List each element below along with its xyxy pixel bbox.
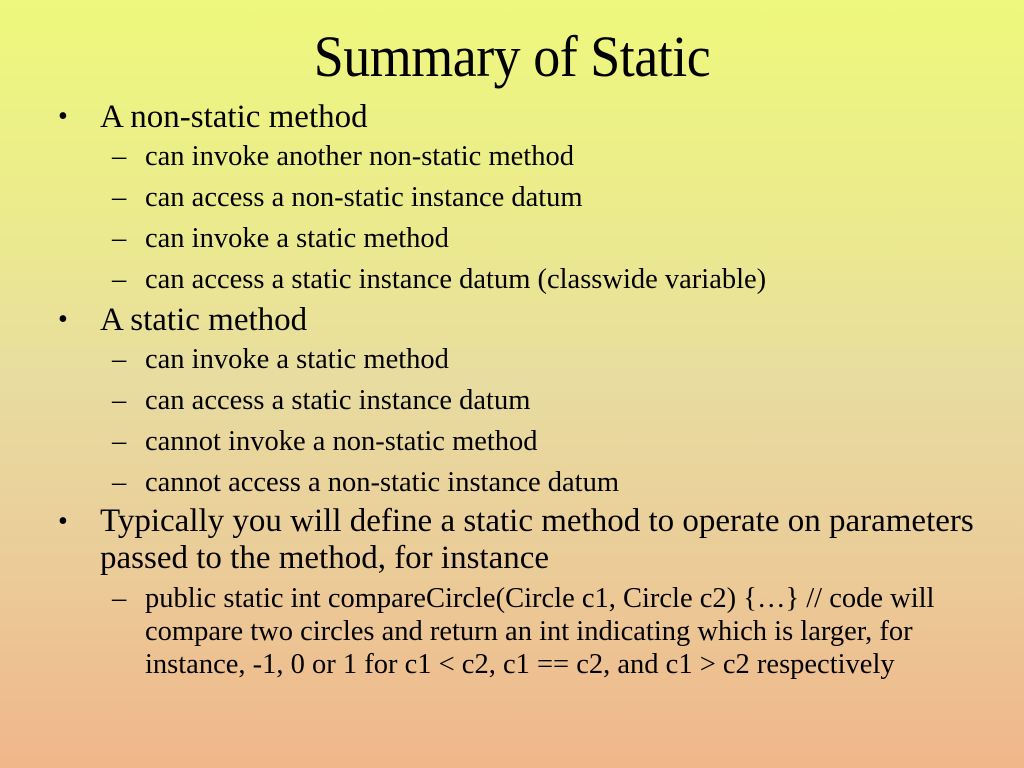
sub-bullet — [0, 467, 975, 500]
dash-icon: – — [112, 182, 127, 213]
sub-bullet-text: can invoke a static method — [145, 343, 449, 375]
dash-icon: – — [112, 343, 127, 375]
dash-icon: – — [112, 223, 127, 254]
bullet-static-method — [0, 301, 980, 339]
sub-bullet-text: can invoke a static method — [145, 223, 449, 254]
bullet-typical-usage — [0, 503, 980, 577]
bullet-text: Typically you will define a static method to operate on parameters passed to the method, for instance — [100, 503, 974, 576]
slide-title: Summary of Static — [313, 24, 711, 89]
slide-content — [0, 96, 1024, 681]
dash-icon: – — [112, 264, 127, 295]
sub-bullet-text: can access a static instance datum (classwide variable) — [145, 264, 767, 295]
sub-bullet-text: public static int compareCircle(Circle c1, Circle c2) {…} // code will compare two circles and return an int indicating which is larger, for instance, -1, 0 or 1 for c1 < c2, c1 == c2, and c1 > c2 respectively — [145, 583, 935, 680]
bullet-text: A non-static method — [100, 99, 368, 135]
sub-bullet-text: can access a static instance datum — [145, 384, 531, 416]
sub-bullet — [0, 385, 975, 418]
sub-bullet — [0, 182, 975, 215]
bullet-icon: • — [58, 101, 68, 132]
bullet-icon: • — [58, 303, 68, 335]
dash-icon: – — [112, 384, 127, 416]
sub-bullet-text: can invoke another non-static method — [145, 141, 574, 172]
dash-icon: – — [112, 583, 127, 614]
dash-icon: – — [112, 466, 127, 498]
sub-bullet — [0, 344, 975, 377]
bullet-icon: • — [58, 506, 68, 537]
sub-bullet-code-example — [0, 582, 965, 681]
bullet-non-static-method — [0, 98, 980, 136]
sub-bullet-text: cannot access a non-static instance datum — [145, 466, 620, 498]
bullet-text: A static method — [100, 301, 308, 338]
sub-bullet — [0, 141, 975, 174]
sub-bullet-text: can access a non-static instance datum — [145, 182, 583, 213]
sub-bullet-text: cannot invoke a non-static method — [145, 425, 538, 457]
sub-bullet — [0, 264, 975, 297]
sub-bullet — [0, 426, 975, 459]
dash-icon: – — [112, 425, 127, 457]
sub-bullet — [0, 223, 975, 256]
dash-icon: – — [112, 141, 127, 172]
